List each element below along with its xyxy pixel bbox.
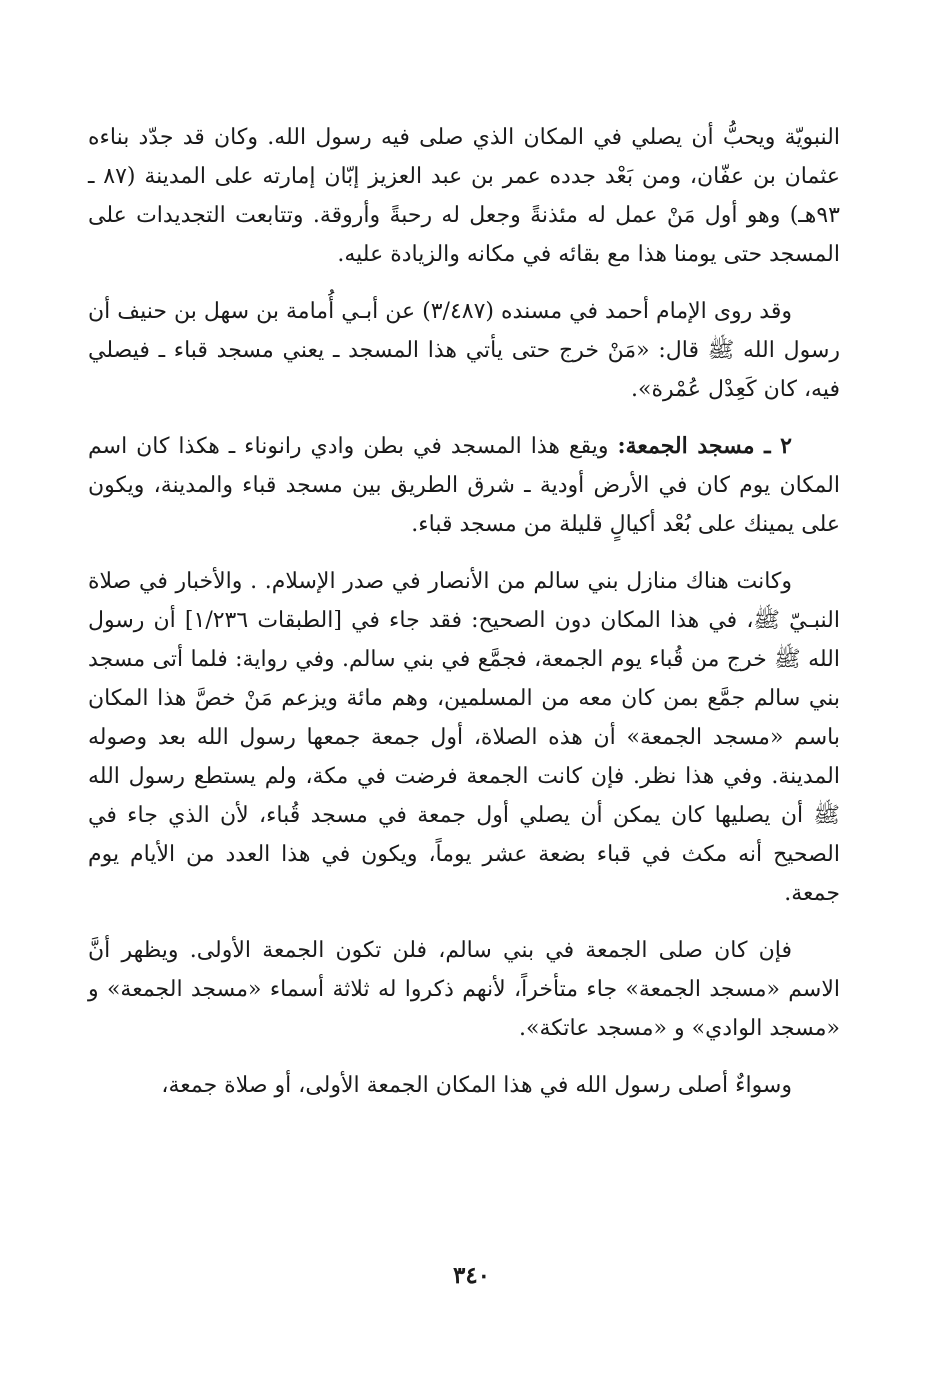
section-heading-masjid-al-jumua: ٢ ـ مسجد الجمعة: — [617, 433, 792, 459]
page-body — [88, 118, 840, 1105]
paragraph-3-text: ويقع هذا المسجد في بطن وادي رانوناء ـ هكذا كان اسم المكان يوم كان في الأرض أودية ـ شرق الطريق بين مسجد قباء والمدينة، ويكون على يمينك على بُعْد أكيالٍ قليلة من مسجد قباء. — [88, 434, 840, 537]
paragraph-1 — [88, 118, 840, 274]
paragraph-4-text: وكانت هناك منازل بني سالم من الأنصار في صدر الإسلام. . والأخبار في صلاة النبـيّ ﷺ، في هذا المكان دون الصحيح: فقد جاء في [الطبقات ١/٢٣٦] أن رسول الله ﷺ خرج من قُباء يوم الجمعة، فجمَّع في بني سالم. وفي رواية: فلما أتى مسجد بني سالم جمَّع بمن كان معه من المسلمين، وهم مائة ويزعم مَنْ خصَّ هذا المكان باسم «مسجد الجمعة» أن هذه الصلاة، أول جمعة جمعها رسول الله بعد وصوله المدينة. وفي هذا نظر. فإن كانت الجمعة فرضت في مكة، ولم يستطع رسول الله ﷺ أن يصليها كان يمكن أن يصلي أول جمعة في مسجد قُباء، لأن الذي جاء في الصحيح أنه مكث في قباء بضعة عشر يوماً، ويكون في هذا العدد من الأيام يوم جمعة. — [88, 569, 840, 906]
paragraph-2 — [88, 292, 840, 409]
paragraph-6 — [88, 1066, 840, 1105]
paragraph-6-text: وسواءٌ أصلى رسول الله في هذا المكان الجمعة الأولى، أو صلاة جمعة، — [161, 1073, 792, 1098]
paragraph-4 — [88, 562, 840, 913]
paragraph-2-text: وقد روى الإمام أحمد في مسنده (٣/٤٨٧) عن أبـي أُمامة بن سهل بن حنيف أن رسول الله ﷺ قال: «مَنْ خرج حتى يأتي هذا المسجد ـ يعني مسجد قباء ـ فيصلي فيه، كان كَعِدْل عُمْرة». — [88, 299, 840, 402]
paragraph-5-text: فإن كان صلى الجمعة في بني سالم، فلن تكون الجمعة الأولى. ويظهر أنَّ الاسم «مسجد الجمعة» جاء متأخراً، لأنهم ذكروا له ثلاثة أسماء «مسجد الجمعة» و «مسجد الوادي» و «مسجد عاتكة». — [88, 938, 840, 1041]
paragraph-1-text: النبويّة ويحبُّ أن يصلي في المكان الذي صلى فيه رسول الله. وكان قد جدّد بناءه عثمان بن عفّان، ومن بَعْد جدده عمر بن عبد العزيز إبّان إمارته على المدينة (٨٧ ـ ٩٣هـ) وهو أول مَنْ عمل له مئذنةً وجعل له رحبةً وأروقة. وتتابعت التجديدات على المسجد حتى يومنا هذا مع بقائه في مكانه والزيادة عليه. — [88, 125, 840, 267]
page-number: ٣٤٠ — [452, 1262, 491, 1289]
paragraph-3 — [88, 427, 840, 544]
paragraph-5 — [88, 931, 840, 1048]
